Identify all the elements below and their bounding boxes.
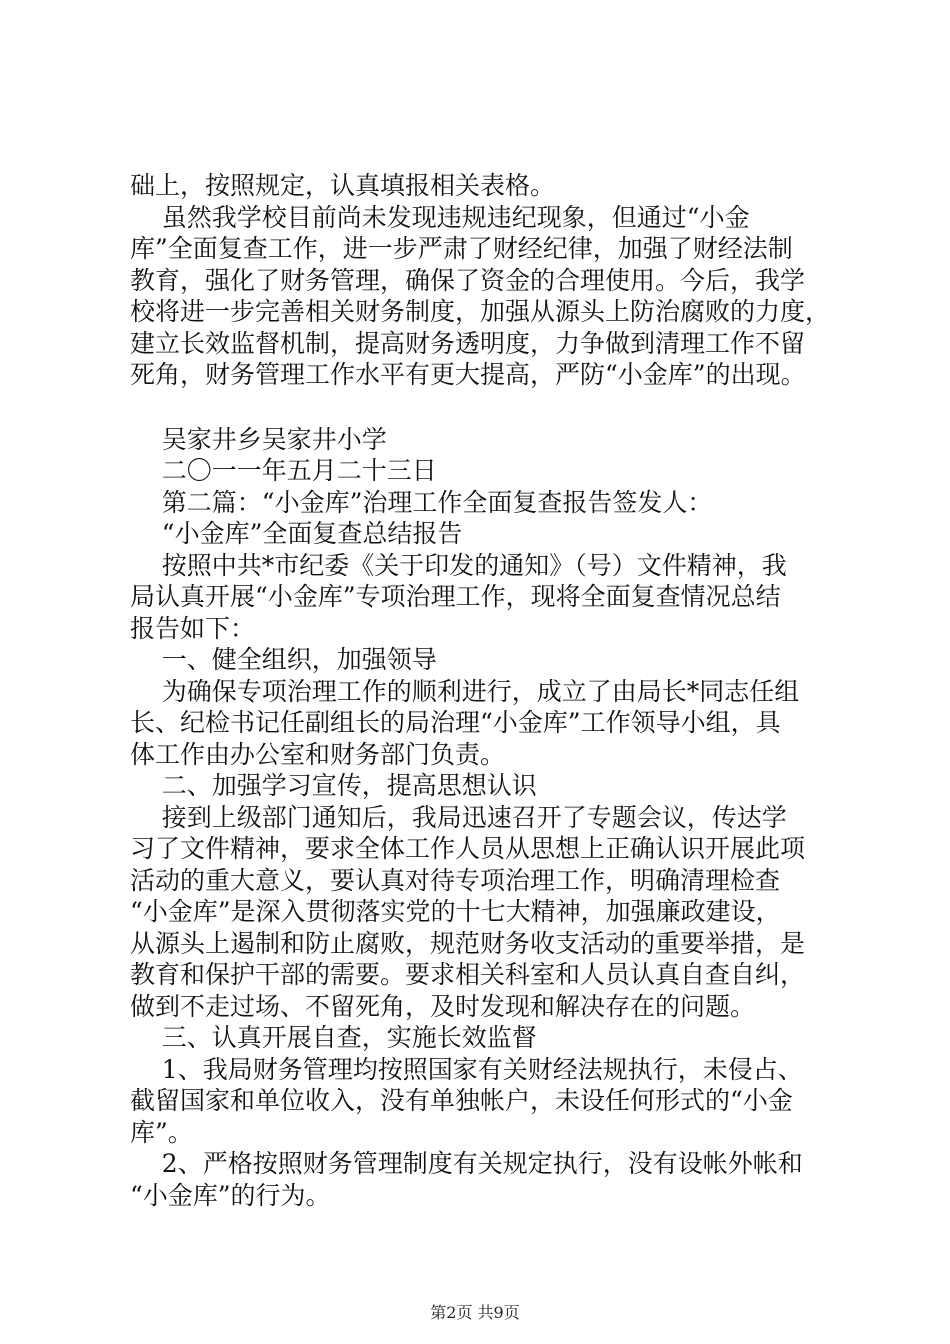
body-line: 教育和保护干部的需要。要求相关科室和人员认真自查自纠，: [130, 960, 806, 989]
body-line: 长、纪检书记任副组长的局治理“小金库”工作领导小组，具: [130, 708, 781, 737]
body-line: 做到不走过场、不留死角，及时发现和解决存在的问题。: [130, 991, 756, 1021]
date-line: 二〇一一年五月二十三日: [130, 456, 437, 485]
heading-line: 三、认真开展自查，实施长效监督: [130, 1023, 537, 1052]
body-line: 教育，强化了财务管理，确保了资金的合理使用。今后，我学: [130, 265, 806, 295]
report-title: “小金库”全面复查总结报告: [130, 519, 463, 548]
body-line: 从源头上遏制和防止腐败，规范财务收支活动的重要举措，是: [130, 928, 806, 958]
body-line: 截留国家和单位收入，没有单独帐户，未设任何形式的“小金: [130, 1086, 793, 1115]
body-line: “小金库”是深入贯彻落实党的十七大精神，加强廉政建设，: [130, 897, 781, 926]
body-line: 础上，按照规定，认真填报相关表格。: [130, 171, 556, 200]
page-number: 第2页 共9页: [430, 1303, 520, 1322]
heading-line: 一、健全组织，加强领导: [130, 645, 437, 674]
body-line: 活动的重大意义，要认真对待专项治理工作，明确清理检查: [130, 865, 781, 895]
body-line: 为确保专项治理工作的顺利进行，成立了由局长*同志任组: [130, 676, 800, 706]
paragraph-gap: [130, 391, 842, 424]
body-line: 体工作由办公室和财务部门负责。: [130, 739, 506, 769]
heading-line: 二、加强学习宣传，提高思想认识: [130, 771, 537, 800]
body-line: 局认真开展“小金库”专项治理工作，现将全面复查情况总结: [130, 582, 781, 611]
body-line: 库”全面复查工作，进一步严肃了财经纪律，加强了财经法制: [130, 234, 793, 263]
body-line: 1、我局财务管理均按照国家有关财经法规执行，未侵占、: [130, 1054, 803, 1084]
body-line: 建立长效监督机制，提高财务透明度，力争做到清理工作不留: [130, 328, 806, 358]
page-footer: [0, 1300, 950, 1323]
document-body: [130, 170, 842, 1211]
body-line: 报告如下：: [130, 613, 256, 643]
signature-line: 吴家井乡吴家井小学: [130, 424, 387, 454]
body-line: 习了文件精神，要求全体工作人员从思想上正确认识开展此项: [130, 834, 806, 863]
section-title: 第二篇：“小金库”治理工作全面复查报告签发人：: [130, 487, 713, 517]
body-line: 接到上级部门通知后，我局迅速召开了专题会议，传达学: [130, 802, 787, 832]
body-line: “小金库”的行为。: [130, 1180, 331, 1210]
body-line: 虽然我学校目前尚未发现违规违纪现象，但通过“小金: [130, 202, 750, 232]
body-line: 死角，财务管理工作水平有更大提高，严防“小金库”的出现。: [130, 360, 806, 389]
body-line: 库”。: [130, 1117, 193, 1147]
body-line: 校将进一步完善相关财务制度，加强从源头上防治腐败的力度，: [130, 297, 831, 326]
body-line: 2、严格按照财务管理制度有关规定执行，没有设帐外帐和: [130, 1149, 803, 1178]
body-line: 按照中共*市纪委《关于印发的通知》（号）文件精神，我: [130, 550, 787, 580]
